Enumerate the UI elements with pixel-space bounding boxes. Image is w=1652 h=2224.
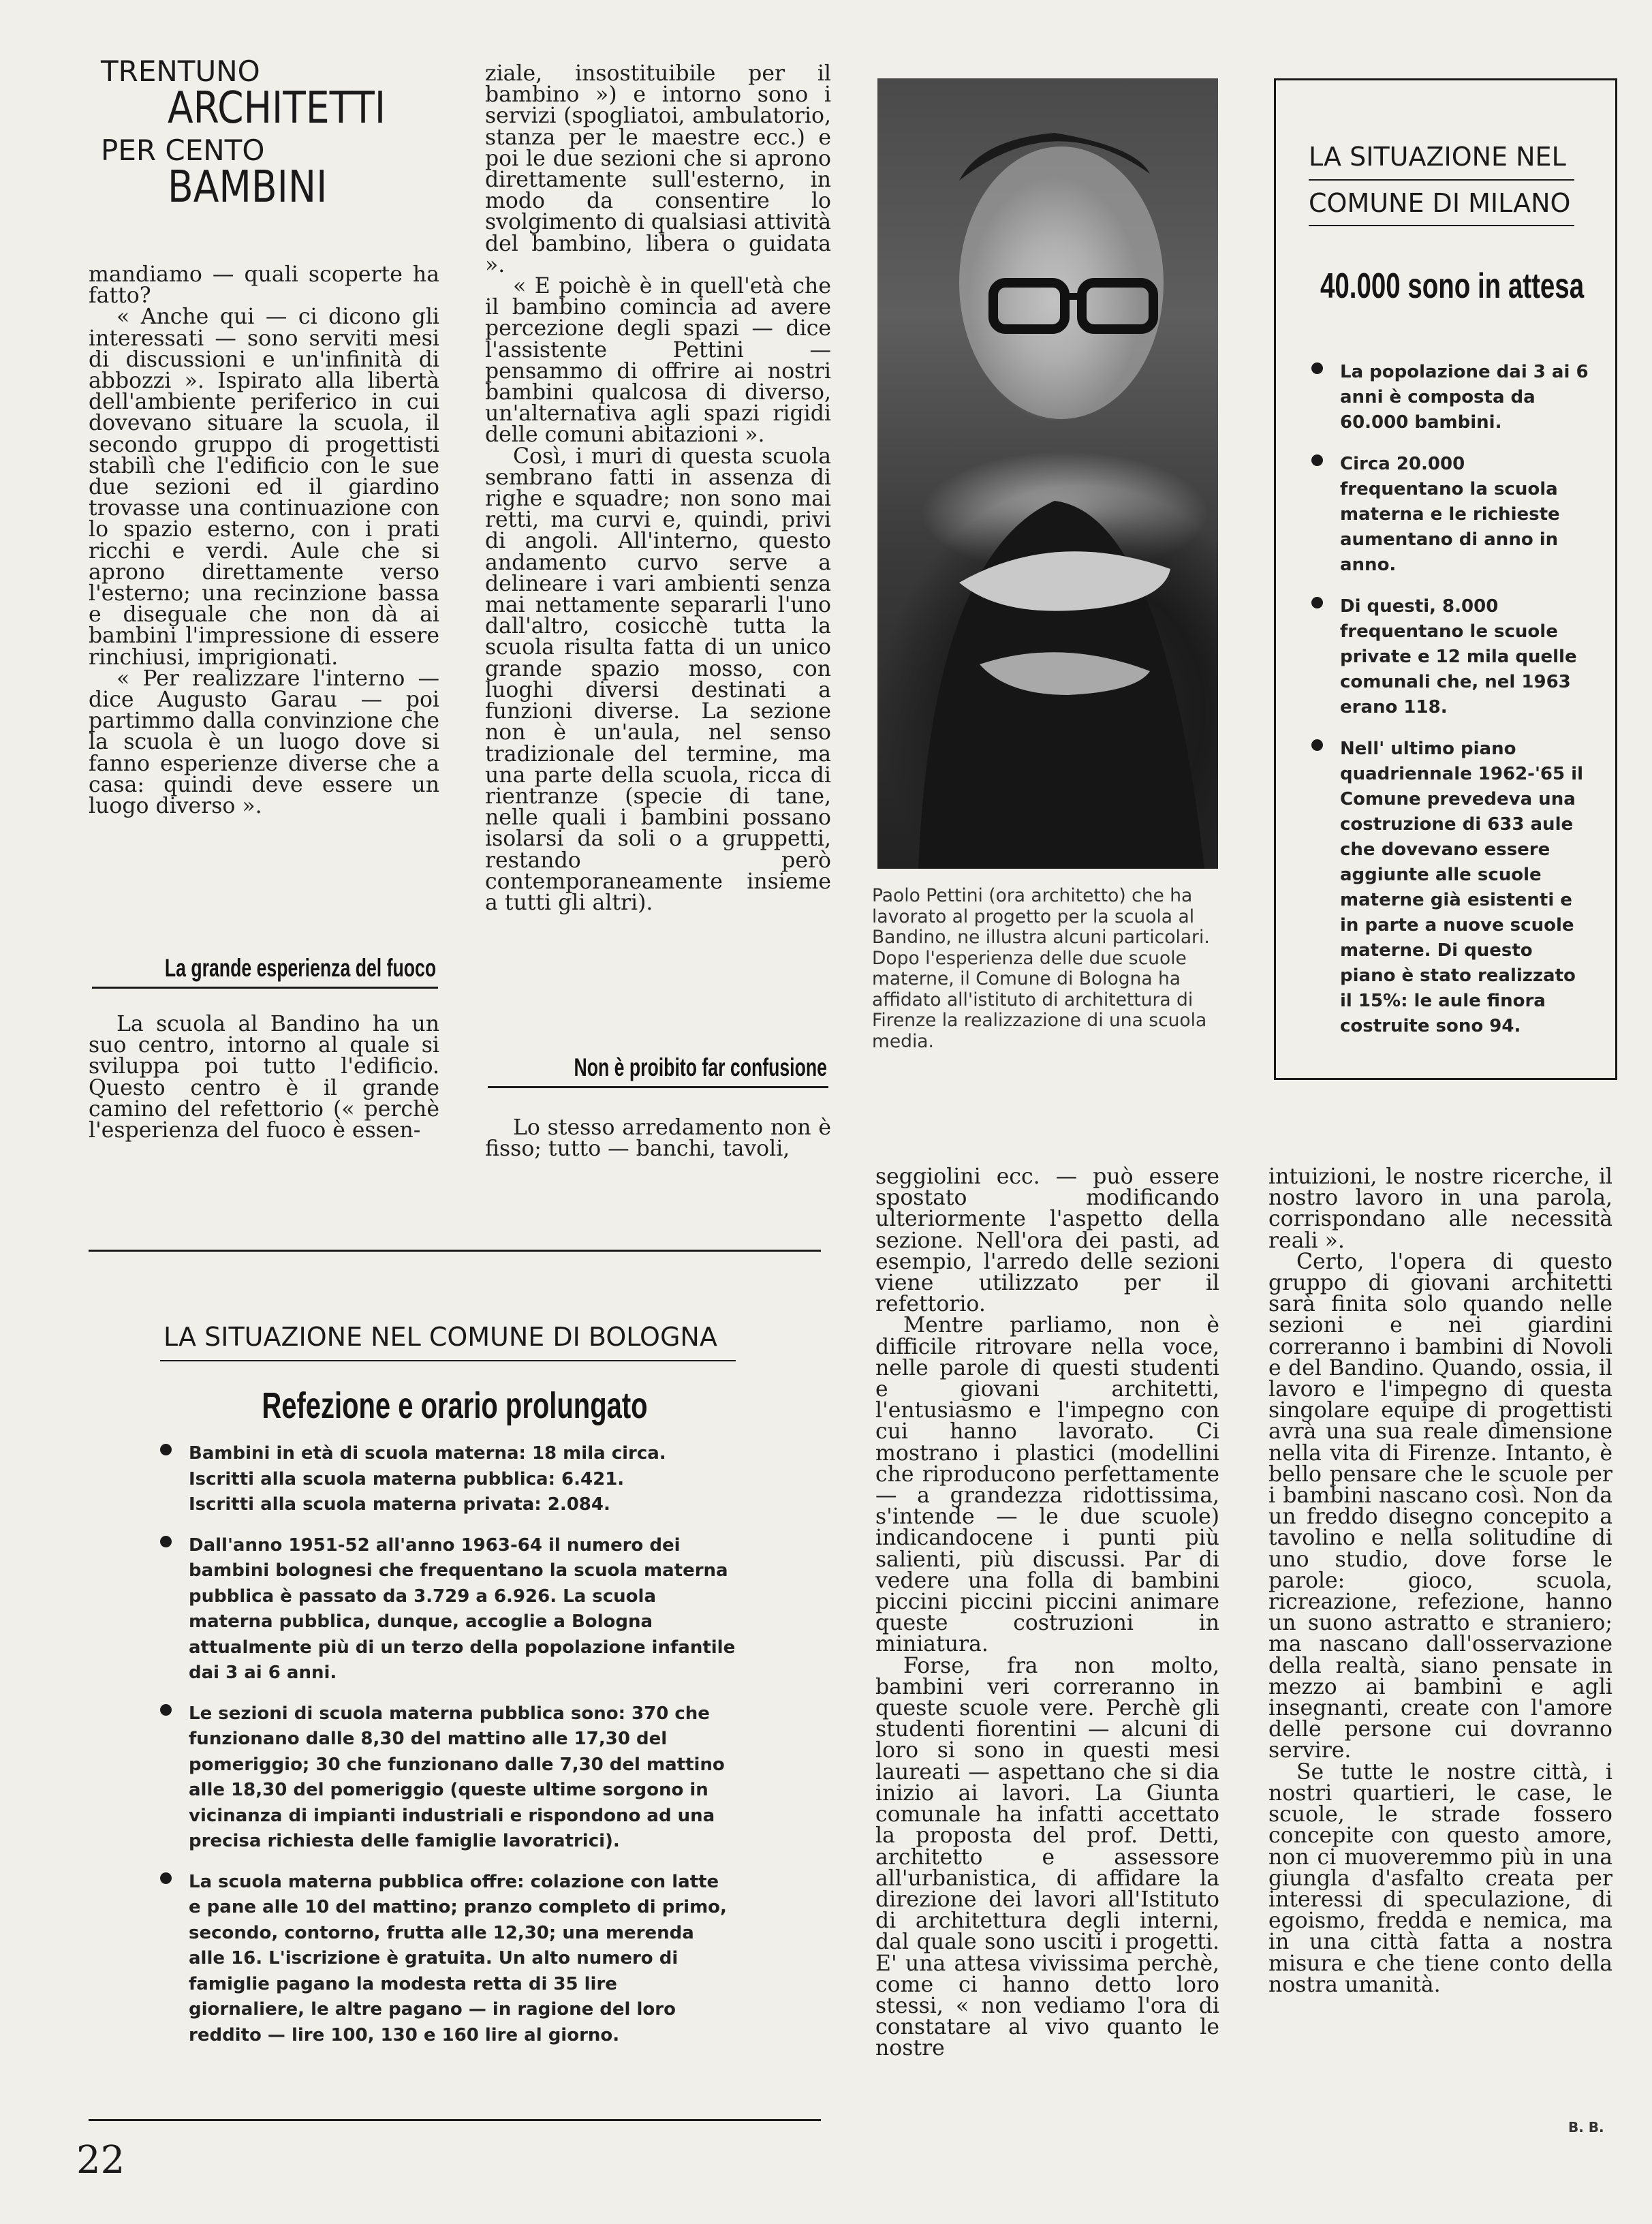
- paragraph: Forse, fra non molto, bambini veri correranno in queste scuole vere. Perchè gli studenti fiorentini — alcuni di loro si sono in questi mesi laureati — aspettano che si dia inizio ai lavori. La Giunta comunale ha infatti accettato la proposta del prof. Detti, architetto e assessore all'urbanistica, di affidare la direzione dei lavori all'Istituto di architettura degli interni, dal quale sono usciti i progetti. E' una attesa vivissima perchè, come ci hanno detto loro stessi, « non vediamo l'ora di constatare al vivo quanto le nostre: [875, 1653, 1219, 2061]
- title-line-2: ARCHITETTI: [168, 83, 386, 134]
- portrait-photo: [877, 78, 1218, 869]
- list-item: Circa 20.000 frequentano la scuola materna e le richieste aumentano di anno in anno.: [1311, 452, 1589, 578]
- milano-heading-rule: [1309, 225, 1574, 226]
- title-line-3: PER CENTO: [101, 134, 265, 167]
- subheading-confusione: Non è proibito far confusione: [574, 1053, 827, 1081]
- bologna-title: Refezione e orario prolungato: [262, 1385, 648, 1426]
- list-item: Le sezioni di scuola materna pubblica sono: 370 che funzionano dalle 8,30 del mattino alle 17,30 del pomeriggio; 30 che funzionano dalle 7,30 del mattino alle 18,30 del pomeriggio (queste ultime sorgono in vicinanza di impianti industriali e rispondono ad una precisa richiesta delle famiglie lavoratrici).: [160, 1701, 736, 1855]
- paragraph: mandiamo — quali scoperte ha fatto?: [89, 264, 439, 309]
- paragraph: intuizioni, le nostre ricerche, il nostro lavoro in una parola, corrispondano alle necessità reali ».: [1268, 1167, 1612, 1253]
- bologna-heading: LA SITUAZIONE NEL COMUNE DI BOLOGNA: [163, 1322, 717, 1352]
- paragraph: La scuola al Bandino ha un suo centro, intorno al quale si sviluppa poi tutto l'edificio. Questo centro è il grande camino del refettorio (« perchè l'esperienza del fuoco è essen-: [89, 1014, 439, 1143]
- bullet-icon: [1311, 739, 1323, 751]
- portrait-illustration: [877, 78, 1218, 869]
- author-signature: B. B.: [1568, 2119, 1604, 2135]
- paragraph: seggiolini ecc. — può essere spostato modificando ulteriormente l'aspetto della sezione. Nell'ora dei pasti, ad esempio, l'arredo delle sezioni viene utilizzato per il refettorio.: [875, 1167, 1219, 1317]
- milano-title: 40.000 sono in attesa: [1320, 266, 1585, 306]
- list-item: La scuola materna pubblica offre: colazione con latte e pane alle 10 del mattino; pranzo completo di primo, secondo, contorno, frutta alle 12,30; una merenda alle 16. L'iscrizione è gratuita. Un alto numero di famiglie pagano la modesta retta di 35 lire giornaliere, le altre pagano — in ragione del loro reddito — lire 100, 130 e 160 lire al giorno.: [160, 1870, 736, 2049]
- list-item: Di questi, 8.000 frequentano le scuole private e 12 mila quelle comunali che, nel 1963 erano 118.: [1311, 594, 1589, 720]
- list-item: Nell' ultimo piano quadriennale 1962-'65 il Comune prevedeva una costruzione di 633 aule che dovevano essere aggiunte alle scuole materne già esistenti e in parte a nuove scuole materne. Di questo piano è stato realizzato il 15%: le aule finora costruite sono 94.: [1311, 737, 1589, 1039]
- paragraph: Certo, l'opera di questo gruppo di giovani architetti sarà finita solo quando nelle sezioni e nei giardini correranno i bambini di Novoli e del Bandino. Quando, ossia, il lavoro e l'impegno di questa singolare equipe di progettisti avrà una sua reale dimensione nella vita di Firenze. Intanto, è bello pensare che le scuole per i bambini nascano così. Non da un freddo disegno concepito a tavolino e nella solitudine di uno studio, dove forse le parole: gioco, scuola, ricreazione, refezione, hanno un suono astratto e straniero; ma nascano dall'osservazione della realtà, siano pensate in mezzo ai bambini e agli insegnanti, create con l'amore delle persone cui dovranno servire.: [1268, 1249, 1612, 1763]
- bullet-icon: [160, 1444, 172, 1455]
- paragraph: Lo stesso arredamento non è fisso; tutto — banchi, tavoli,: [485, 1117, 831, 1162]
- bologna-list: [160, 1441, 736, 2048]
- paragraph: Mentre parliamo, non è difficile ritrovare nella voce, nelle parole di questi studenti e giovani architetti, l'entusiasmo e l'impegno con cui hanno lavorato. Ci mostrano i plastici (modellini che riproducono perfettamente — a grandezza ridottissima, s'intende — le due scuole) indicandocene i punti più salienti, più discussi. Par di vedere una folla di bambini piccini piccini piccini animare queste costruzioni in miniatura.: [875, 1313, 1219, 1657]
- bullet-icon: [160, 1536, 172, 1547]
- column-1-bottom-text: [89, 1014, 439, 1164]
- paragraph: « Anche qui — ci dicono gli interessati — sono serviti mesi di discussioni e un'infinità di abbozzi ». Ispirato alla libertà dell'ambiente periferico in cui dovevano situare la scuola, il secondo gruppo di progettisti stabilì che l'edificio con le sue due sezioni ed il giardino trovasse una continuazione con lo spazio esterno, con i prati ricchi e verdi. Aule che si aprono direttamente verso l'esterno; una recinzione bassa e diseguale che non dà ai bambini l'impressione di essere rinchiusi, imprigionati.: [89, 305, 439, 670]
- section-rule: [89, 2119, 821, 2121]
- paragraph: Se tutte le nostre città, i nostri quartieri, le case, le scuole, le strade fossero concepite con questo amore, non ci muoveremmo più in una giungla d'asfalto creata per interessi di speculazione, di egoismo, fredda e nemica, ma in una città fatta a nostra misura e che tiene conto della nostra umanità.: [1268, 1759, 1612, 1997]
- paragraph: Così, i muri di questa scuola sembrano fatti in assenza di righe e squadre; non sono mai retti, ma curvi e, quindi, privi di angoli. All'interno, questo andamento curvo serve a delineare i vari ambienti senza mai nettamente separarli l'uno dall'altro, cosicchè tutta la scuola risulta fatta di un unico grande spazio mosso, con luoghi diversi destinati a funzioni diverse. La sezione non è un'aula, nel senso tradizionale del termine, ma una parte della scuola, ricca di rientranze (specie di tane, nelle quali i bambini possano isolarsi da soli o a gruppetti, restando però contemporaneamente insieme a tutti gli altri).: [485, 444, 831, 915]
- column-4-text: [1268, 1167, 1612, 2107]
- column-1-text: [89, 264, 439, 895]
- bullet-icon: [160, 1704, 172, 1716]
- list-item: Bambini in età di scuola materna: 18 mila circa. Iscritti alla scuola materna pubblica: 6.421. Iscritti alla scuola materna privata: 2.084.: [160, 1441, 736, 1518]
- bullet-icon: [160, 1872, 172, 1884]
- section-rule: [89, 1250, 821, 1252]
- subheading-rule: [488, 1086, 828, 1088]
- title-line-1: TRENTUNO: [101, 55, 260, 88]
- milano-heading-rule: [1309, 179, 1574, 181]
- photo-caption: Paolo Pettini (ora architetto) che ha lavorato al progetto per la scuola al Bandino, ne illustra alcuni particolari. Dopo l'esperienza delle due scuole materne, il Comune di Bologna ha affidato all'istituto di architettura di Firenze la realizzazione di una scuola media.: [872, 885, 1210, 1052]
- list-item: La popolazione dai 3 ai 6 anni è composta da 60.000 bambini.: [1311, 360, 1589, 435]
- page-number: 22: [76, 2138, 125, 2182]
- milano-box: [1274, 78, 1617, 1080]
- bullet-icon: [1311, 597, 1323, 608]
- subheading-rule: [92, 987, 438, 989]
- title-line-4: BAMBINI: [168, 162, 328, 213]
- bullet-icon: [1311, 454, 1323, 466]
- paragraph: « E poichè è in quell'età che il bambino comincia ad avere percezione degli spazi — dice l'assistente Pettini — pensammo di offrire ai nostri bambini qualcosa di diverso, un'alternativa agli spazi rigidi delle comuni abitazioni ».: [485, 274, 831, 448]
- milano-heading-1: LA SITUAZIONE NEL: [1309, 142, 1566, 172]
- paragraph: « Per realizzare l'interno — dice Augusto Garau — poi partimmo dalla convinzione che la scuola è un luogo dove si fanno esperienze diverse che a casa: quindi deve essere un luogo diverso ».: [89, 666, 439, 819]
- column-2-text: [485, 63, 831, 1004]
- subheading-fuoco: La grande esperienza del fuoco: [164, 954, 436, 982]
- bologna-heading-rule: [160, 1360, 736, 1361]
- column-3-text: [875, 1167, 1219, 2124]
- milano-heading-2: COMUNE DI MILANO: [1309, 188, 1571, 218]
- bullet-icon: [1311, 362, 1323, 374]
- column-2-bottom-text: [485, 1117, 831, 1165]
- milano-list: [1311, 360, 1589, 1039]
- list-item: Dall'anno 1951-52 all'anno 1963-64 il numero dei bambini bolognesi che frequentano la scuola materna pubblica è passato da 3.729 a 6.926. La scuola materna pubblica, dunque, accoglie a Bologna attualmente più di un terzo della popolazione infantile dai 3 ai 6 anni.: [160, 1533, 736, 1686]
- paragraph: ziale, insostituibile per il bambino ») e intorno sono i servizi (spogliatoi, ambulatorio, stanza per le maestre ecc.) e poi le due sezioni che si aprono direttamente sull'esterno, in modo da consentire lo svolgimento di qualsiasi attività del bambino, libera o guidata ».: [485, 63, 831, 277]
